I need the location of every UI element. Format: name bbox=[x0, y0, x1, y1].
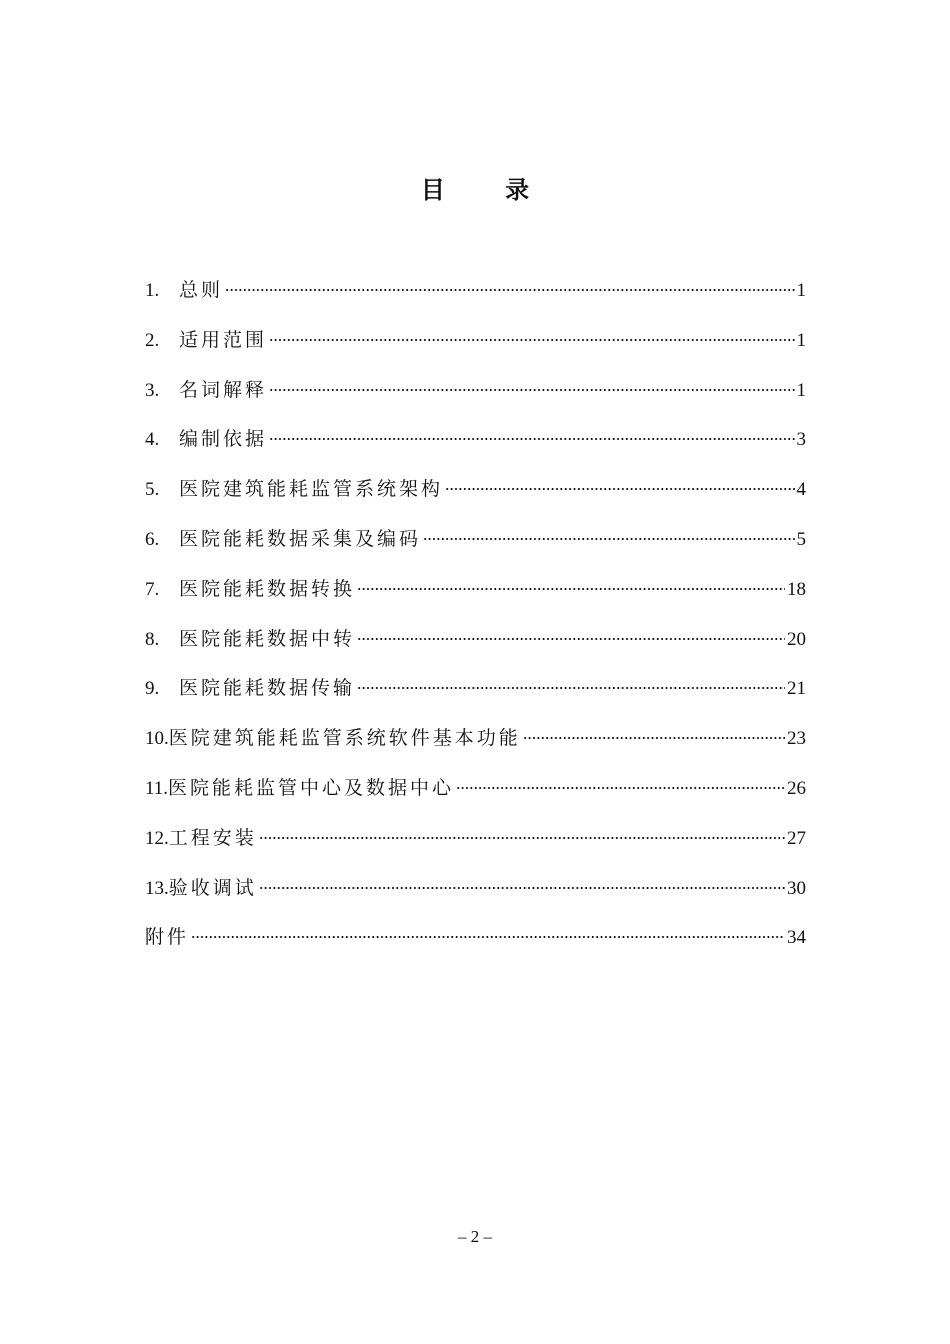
toc-entry-page: 3 bbox=[796, 429, 806, 451]
toc-entry-number: 10. bbox=[145, 728, 169, 750]
toc-entry-title: 编制依据 bbox=[179, 428, 268, 451]
toc-entry-page: 18 bbox=[787, 578, 806, 600]
toc-leader-dots bbox=[445, 487, 794, 491]
toc-leader-dots bbox=[357, 587, 785, 591]
toc-entry-page: 20 bbox=[787, 628, 806, 650]
toc-entry[interactable] bbox=[145, 323, 806, 373]
toc-entry[interactable] bbox=[145, 622, 806, 672]
toc-leader-dots bbox=[357, 637, 785, 641]
toc-entry-number: 3. bbox=[145, 379, 160, 401]
toc-entry-number: 4. bbox=[145, 429, 160, 451]
toc-leader-dots bbox=[269, 338, 794, 342]
toc-entry[interactable] bbox=[145, 920, 806, 970]
toc-entry-title: 验收调试 bbox=[168, 876, 257, 899]
toc-list bbox=[145, 273, 806, 970]
toc-entry-title: 医院能耗数据中转 bbox=[179, 627, 356, 650]
toc-entry[interactable] bbox=[145, 572, 806, 622]
toc-entry[interactable] bbox=[145, 422, 806, 472]
toc-entry[interactable] bbox=[145, 721, 806, 771]
toc-leader-dots bbox=[523, 736, 785, 740]
toc-entry[interactable] bbox=[145, 671, 806, 721]
toc-entry-title: 适用范围 bbox=[179, 328, 268, 351]
toc-leader-dots bbox=[357, 686, 785, 690]
toc-entry[interactable] bbox=[145, 771, 806, 821]
toc-entry-page: 1 bbox=[796, 329, 806, 351]
toc-leader-dots bbox=[259, 886, 785, 890]
toc-entry-title: 名词解释 bbox=[179, 378, 268, 401]
toc-entry-page: 26 bbox=[787, 777, 806, 799]
toc-entry-number: 12. bbox=[145, 827, 169, 849]
toc-entry-page: 5 bbox=[796, 528, 806, 550]
toc-leader-dots bbox=[269, 388, 794, 392]
toc-entry-title: 医院能耗监管中心及数据中心 bbox=[168, 776, 455, 799]
toc-entry-title: 工程安装 bbox=[168, 826, 257, 849]
toc-entry-title: 医院能耗数据采集及编码 bbox=[179, 527, 422, 550]
toc-entry[interactable] bbox=[145, 871, 806, 921]
toc-entry-title: 医院能耗数据转换 bbox=[179, 577, 356, 600]
toc-entry-number: 7. bbox=[145, 578, 160, 600]
toc-entry-page: 30 bbox=[787, 877, 806, 899]
toc-entry-page: 21 bbox=[787, 678, 806, 700]
toc-entry-number: 5. bbox=[145, 479, 160, 501]
toc-entry-page: 27 bbox=[787, 827, 806, 849]
toc-entry-title: 医院能耗数据传输 bbox=[179, 677, 356, 700]
toc-entry[interactable] bbox=[145, 472, 806, 522]
toc-entry-number: 13. bbox=[145, 877, 169, 899]
toc-leader-dots bbox=[456, 786, 785, 790]
toc-entry[interactable] bbox=[145, 273, 806, 323]
toc-entry-page: 34 bbox=[787, 927, 806, 949]
toc-leader-dots bbox=[191, 935, 785, 939]
toc-entry-number: 6. bbox=[145, 528, 160, 550]
toc-entry-number: 1. bbox=[145, 280, 160, 301]
toc-entry-title: 附件 bbox=[145, 926, 190, 949]
toc-entry-page: 4 bbox=[796, 479, 806, 501]
toc-leader-dots bbox=[423, 537, 794, 541]
toc-entry-page: 1 bbox=[796, 379, 806, 401]
toc-entry[interactable] bbox=[145, 373, 806, 423]
page-number-footer: – 2 – bbox=[458, 1227, 492, 1246]
toc-leader-dots bbox=[259, 836, 785, 840]
toc-entry-number: 11. bbox=[145, 777, 169, 799]
toc-entry-title: 医院建筑能耗监管系统架构 bbox=[179, 478, 444, 501]
toc-entry-page: 23 bbox=[787, 728, 806, 750]
toc-entry-number: 8. bbox=[145, 628, 160, 650]
toc-entry[interactable] bbox=[145, 522, 806, 572]
toc-leader-dots bbox=[269, 437, 794, 441]
toc-entry-page: 1 bbox=[796, 280, 806, 301]
toc-entry-title: 总则 bbox=[179, 279, 224, 301]
page-title: 目 录 bbox=[420, 176, 556, 204]
toc-entry[interactable] bbox=[145, 821, 806, 871]
toc-entry-title: 医院建筑能耗监管系统软件基本功能 bbox=[168, 727, 521, 750]
toc-entry-number: 2. bbox=[145, 329, 160, 351]
toc-entry-number: 9. bbox=[145, 678, 160, 700]
toc-leader-dots bbox=[225, 288, 794, 292]
